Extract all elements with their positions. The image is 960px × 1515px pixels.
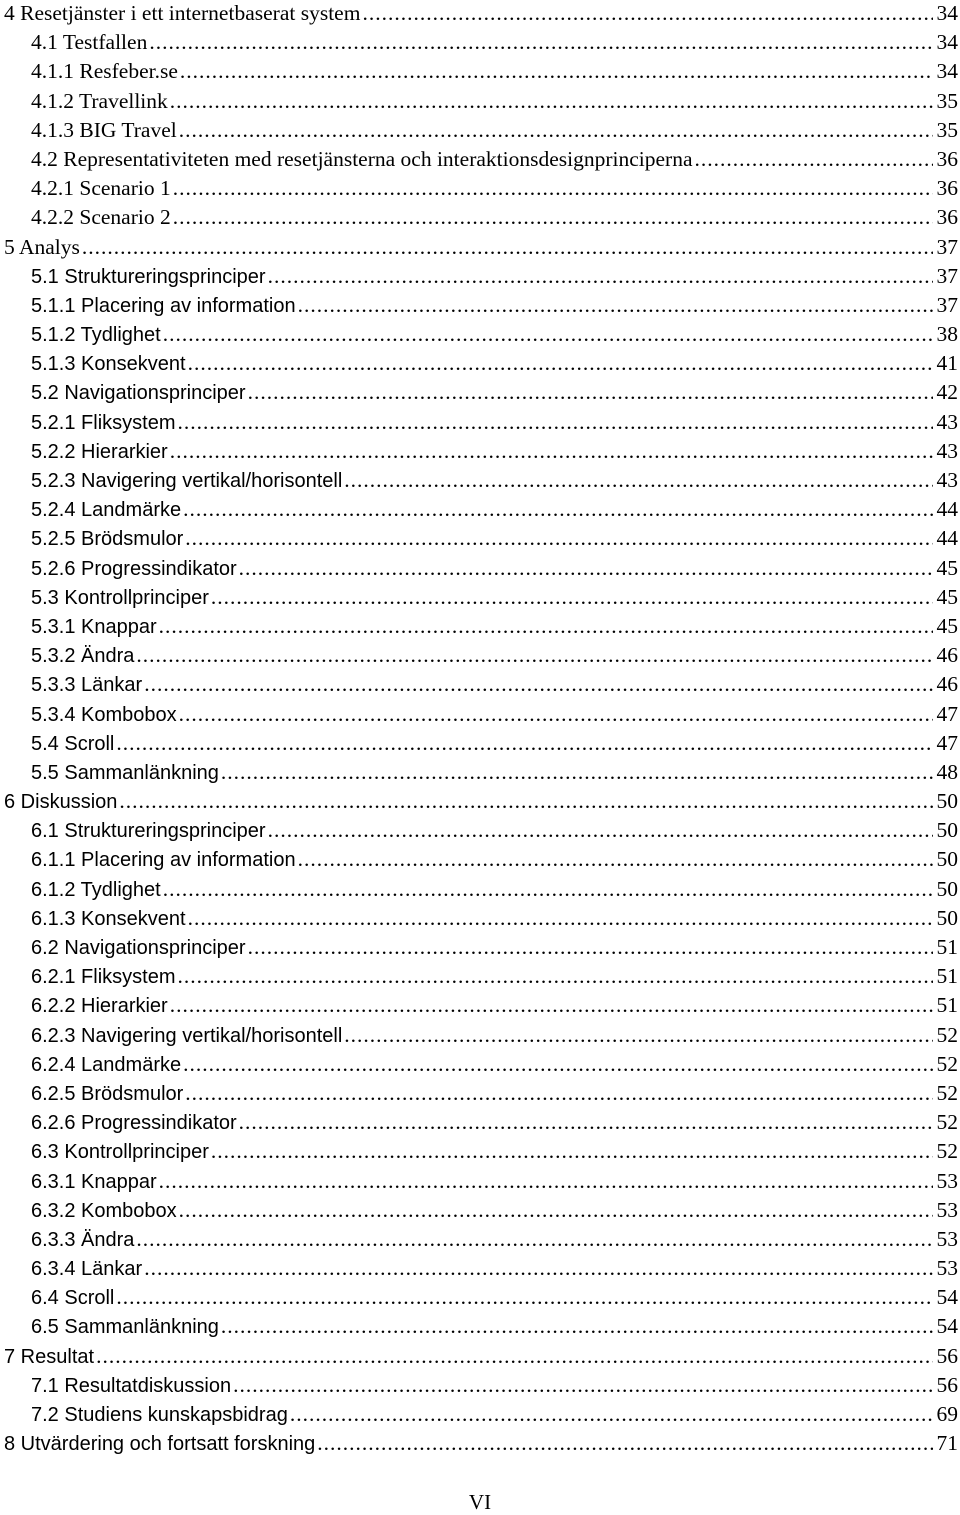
toc-entry[interactable] [4, 1197, 960, 1226]
toc-entry-page: 43 [936, 468, 958, 492]
toc-entry[interactable] [4, 496, 960, 525]
toc-entry-page: 50 [936, 905, 958, 930]
toc-entry[interactable] [4, 1138, 960, 1167]
toc-entry-page: 50 [936, 876, 958, 901]
toc-entry-title: 6.2.2 Hierarkier [31, 995, 168, 1018]
toc-entry-page: 36 [936, 205, 958, 230]
toc-entry-page: 37 [936, 263, 958, 288]
toc-entry-page: 46 [936, 672, 958, 697]
toc-entry[interactable] [4, 1080, 960, 1109]
toc-entry-title: 5.2.1 Fliksystem [31, 411, 176, 434]
toc-entry[interactable] [4, 117, 960, 146]
toc-entry[interactable] [4, 1372, 960, 1401]
toc-dot-leader [170, 438, 933, 464]
toc-entry-title: 6.1.3 Konsekvent [31, 907, 186, 930]
toc-entry-page: 45 [936, 555, 958, 580]
toc-entry[interactable] [4, 730, 960, 759]
toc-entry-title: 6.2.6 Progressindikator [31, 1112, 237, 1135]
toc-entry[interactable] [4, 58, 960, 87]
toc-entry-page: 42 [936, 380, 958, 405]
toc-dot-leader [149, 29, 932, 55]
toc-entry-title: 4.1.2 Travellink [31, 88, 168, 113]
toc-entry[interactable] [4, 234, 960, 263]
toc-dot-leader [170, 88, 933, 114]
toc-dot-leader [239, 555, 933, 581]
toc-entry-page: 47 [936, 701, 958, 726]
toc-entry-title: 6.3.3 Ändra [31, 1228, 135, 1251]
toc-dot-leader [268, 817, 933, 843]
page-number: VI [468, 1490, 492, 1514]
toc-entry-page: 43 [936, 409, 958, 434]
toc-entry-title: 4 Resetjänster i ett internetbaserat system [4, 1, 361, 25]
toc-dot-leader [82, 234, 933, 260]
toc-entry-page: 54 [936, 1314, 958, 1339]
toc-dot-leader [233, 1372, 932, 1398]
toc-entry[interactable] [4, 642, 960, 671]
toc-dot-leader [695, 146, 933, 172]
toc-entry[interactable] [4, 467, 960, 496]
toc-dot-leader [136, 1226, 932, 1252]
toc-entry-title: 5.1.2 Tydlighet [31, 324, 161, 347]
toc-entry-page: 34 [936, 30, 958, 55]
toc-dot-leader [188, 350, 933, 376]
toc-entry-title: 5.1.1 Placering av information [31, 294, 296, 317]
toc-entry-title: 4.2 Representativiteten med resetjänsterna och interaktionsdesignprinciperna [31, 146, 693, 171]
toc-entry-page: 37 [936, 292, 958, 317]
toc-dot-leader [344, 1022, 932, 1048]
toc-entry-page: 52 [936, 1139, 958, 1164]
toc-entry-title: 6.2 Navigationsprinciper [31, 937, 246, 959]
toc-entry-title: 5.2.5 Brödsmulor [31, 528, 184, 551]
toc-entry-title: 5.2.6 Progressindikator [31, 557, 237, 580]
toc-entry-title: 6.5 Sammanlänkning [31, 1316, 219, 1339]
toc-entry[interactable] [4, 1051, 960, 1080]
toc-dot-leader [116, 730, 932, 756]
toc-entry-title: 5.2.3 Navigering vertikal/horisontell [31, 470, 343, 492]
toc-entry-title: 5.1 Struktureringsprinciper [31, 265, 266, 288]
toc-entry-title: 4.1.1 Resfeber.se [31, 59, 178, 84]
toc-entry-title: 7 Resultat [4, 1345, 95, 1368]
toc-dot-leader [179, 1197, 933, 1223]
toc-entry-title: 6.2.1 Fliksystem [31, 966, 176, 989]
toc-dot-leader [173, 175, 933, 201]
toc-entry[interactable] [4, 1284, 960, 1313]
toc-dot-leader [116, 1284, 932, 1310]
toc-entry-page: 50 [936, 789, 958, 814]
toc-entry[interactable] [4, 788, 960, 817]
toc-dot-leader [144, 1255, 932, 1281]
toc-entry-page: 41 [936, 351, 958, 376]
toc-entry[interactable] [4, 1022, 960, 1051]
toc-entry-page: 44 [936, 526, 958, 551]
toc-dot-leader [298, 292, 933, 318]
toc-dot-leader [362, 0, 932, 26]
toc-entry-title: 5.3.1 Knappar [31, 615, 157, 638]
toc-entry[interactable] [4, 1401, 960, 1430]
toc-entry-title: 6.1.2 Tydlighet [31, 878, 161, 901]
toc-entry-page: 44 [936, 497, 958, 522]
toc-entry[interactable] [4, 146, 960, 175]
toc-dot-leader [159, 1168, 933, 1194]
toc-entry[interactable] [4, 1430, 960, 1459]
toc-entry-title: 6.3.1 Knappar [31, 1170, 157, 1193]
toc-dot-leader [248, 379, 933, 405]
toc-entry-page: 48 [936, 759, 958, 784]
toc-entry[interactable] [4, 88, 960, 117]
toc-dot-leader [159, 613, 933, 639]
toc-entry-title: 5.3.4 Kombobox [31, 703, 177, 726]
toc-dot-leader [163, 876, 933, 902]
toc-entry[interactable] [4, 934, 960, 963]
toc-entry-title: 6.3 Kontrollprinciper [31, 1141, 209, 1164]
toc-entry-page: 71 [936, 1431, 958, 1456]
toc-entry-page: 46 [936, 643, 958, 668]
toc-dot-leader [221, 1313, 933, 1339]
toc-dot-leader [136, 642, 932, 668]
toc-entry[interactable] [4, 701, 960, 730]
toc-dot-leader [221, 759, 933, 785]
toc-entry-title: 6.3.2 Kombobox [31, 1199, 177, 1222]
toc-entry-page: 34 [936, 59, 958, 84]
toc-entry-page: 56 [936, 1372, 958, 1397]
toc-dot-leader [239, 1109, 933, 1135]
toc-dot-leader [96, 1343, 932, 1369]
toc-entry-page: 56 [936, 1343, 958, 1368]
toc-entry-title: 5 Analys [4, 234, 80, 259]
toc-entry-page: 69 [936, 1402, 958, 1426]
toc-dot-leader [177, 409, 932, 435]
toc-entry-page: 37 [936, 234, 958, 259]
table-of-contents [4, 0, 960, 1459]
toc-entry-page: 51 [936, 935, 958, 959]
toc-entry[interactable] [4, 525, 960, 554]
toc-entry[interactable] [4, 1343, 960, 1372]
toc-entry-title: 4.2.2 Scenario 2 [31, 205, 171, 230]
toc-entry[interactable] [4, 350, 960, 379]
toc-dot-leader [183, 496, 932, 522]
toc-entry-page: 51 [936, 964, 958, 989]
toc-entry-page: 53 [936, 1256, 958, 1281]
toc-dot-leader [298, 846, 933, 872]
toc-entry-page: 35 [936, 117, 958, 142]
toc-entry[interactable] [4, 963, 960, 992]
toc-dot-leader [180, 58, 933, 84]
toc-entry-page: 38 [936, 322, 958, 347]
toc-entry[interactable] [4, 1226, 960, 1255]
toc-entry-page: 35 [936, 88, 958, 113]
toc-entry[interactable] [4, 876, 960, 905]
toc-entry-title: 5.2.2 Hierarkier [31, 440, 168, 463]
toc-entry[interactable] [4, 379, 960, 408]
toc-entry-page: 50 [936, 847, 958, 872]
toc-entry[interactable] [4, 817, 960, 846]
toc-entry[interactable] [4, 1168, 960, 1197]
toc-entry[interactable] [4, 321, 960, 350]
toc-entry[interactable] [4, 671, 960, 700]
toc-entry-page: 52 [936, 1051, 958, 1076]
toc-entry[interactable] [4, 1313, 960, 1342]
toc-entry-page: 45 [936, 613, 958, 638]
toc-entry-title: 5.2 Navigationsprinciper [31, 382, 246, 405]
toc-entry-page: 53 [936, 1168, 958, 1193]
toc-entry[interactable] [4, 759, 960, 788]
toc-entry[interactable] [4, 613, 960, 642]
toc-entry-title: 4.1.3 BIG Travel [31, 117, 177, 142]
toc-entry-page: 53 [936, 1197, 958, 1222]
toc-entry-title: 6.3.4 Länkar [31, 1258, 143, 1281]
toc-entry-page: 47 [936, 730, 958, 755]
toc-entry-title: 5.2.4 Landmärke [31, 499, 182, 522]
toc-entry-title: 4.1 Testfallen [31, 30, 148, 55]
toc-entry[interactable] [4, 409, 960, 438]
toc-entry-page: 52 [936, 1022, 958, 1047]
toc-dot-leader [185, 525, 932, 551]
toc-dot-leader [173, 204, 933, 230]
toc-dot-leader [179, 117, 933, 143]
toc-entry[interactable] [4, 29, 960, 58]
toc-dot-leader [177, 963, 932, 989]
toc-entry[interactable] [4, 555, 960, 584]
toc-dot-leader [170, 992, 933, 1018]
toc-entry-title: 5.4 Scroll [31, 732, 115, 755]
toc-dot-leader [290, 1401, 933, 1427]
toc-dot-leader [179, 701, 933, 727]
toc-entry-title: 5.3 Kontrollprinciper [31, 586, 209, 609]
toc-entry-title: 7.1 Resultatdiskussion [31, 1374, 232, 1397]
toc-entry-title: 5.3.2 Ändra [31, 645, 135, 668]
toc-entry[interactable] [4, 905, 960, 934]
toc-entry-page: 52 [936, 1080, 958, 1105]
toc-entry-title: 4.2.1 Scenario 1 [31, 176, 171, 201]
toc-entry[interactable] [4, 846, 960, 875]
toc-entry-title: 7.2 Studiens kunskapsbidrag [31, 1404, 288, 1426]
toc-dot-leader [119, 788, 932, 814]
toc-entry-title: 6.1.1 Placering av information [31, 849, 296, 872]
toc-entry-title: 6 Diskussion [4, 791, 118, 814]
toc-entry-title: 6.2.4 Landmärke [31, 1053, 182, 1076]
toc-dot-leader [188, 905, 933, 931]
toc-entry-page: 43 [936, 438, 958, 463]
toc-entry[interactable] [4, 292, 960, 321]
toc-dot-leader [185, 1080, 932, 1106]
toc-entry-page: 36 [936, 176, 958, 201]
toc-dot-leader [211, 1138, 933, 1164]
toc-dot-leader [344, 467, 932, 493]
toc-entry[interactable] [4, 263, 960, 292]
toc-dot-leader [183, 1051, 932, 1077]
toc-entry-page: 36 [936, 146, 958, 171]
toc-entry-page: 50 [936, 818, 958, 843]
toc-entry-page: 34 [936, 1, 958, 25]
toc-entry-title: 6.1 Struktureringsprinciper [31, 820, 266, 843]
toc-entry[interactable] [4, 1109, 960, 1138]
toc-entry-title: 6.2.3 Navigering vertikal/horisontell [31, 1024, 343, 1047]
toc-entry[interactable] [4, 584, 960, 613]
toc-dot-leader [211, 584, 933, 610]
toc-entry-title: 6.4 Scroll [31, 1287, 115, 1310]
toc-entry[interactable] [4, 438, 960, 467]
toc-dot-leader [268, 263, 933, 289]
toc-entry[interactable] [4, 1255, 960, 1284]
toc-entry-title: 5.1.3 Konsekvent [31, 353, 186, 376]
toc-dot-leader [248, 934, 933, 960]
toc-entry[interactable] [4, 992, 960, 1021]
toc-entry-page: 52 [936, 1110, 958, 1135]
toc-dot-leader [163, 321, 933, 347]
toc-entry[interactable] [4, 175, 960, 204]
toc-entry-page: 51 [936, 993, 958, 1018]
toc-entry[interactable] [4, 204, 960, 233]
toc-dot-leader [317, 1430, 932, 1456]
toc-entry-title: 6.2.5 Brödsmulor [31, 1082, 184, 1105]
toc-entry-page: 53 [936, 1226, 958, 1251]
toc-dot-leader [144, 671, 932, 697]
toc-entry[interactable] [4, 0, 960, 29]
toc-entry-page: 45 [936, 584, 958, 609]
toc-entry-title: 8 Utvärdering och fortsatt forskning [4, 1433, 316, 1456]
toc-entry-page: 54 [936, 1285, 958, 1310]
toc-entry-title: 5.3.3 Länkar [31, 674, 143, 697]
toc-entry-title: 5.5 Sammanlänkning [31, 761, 219, 784]
